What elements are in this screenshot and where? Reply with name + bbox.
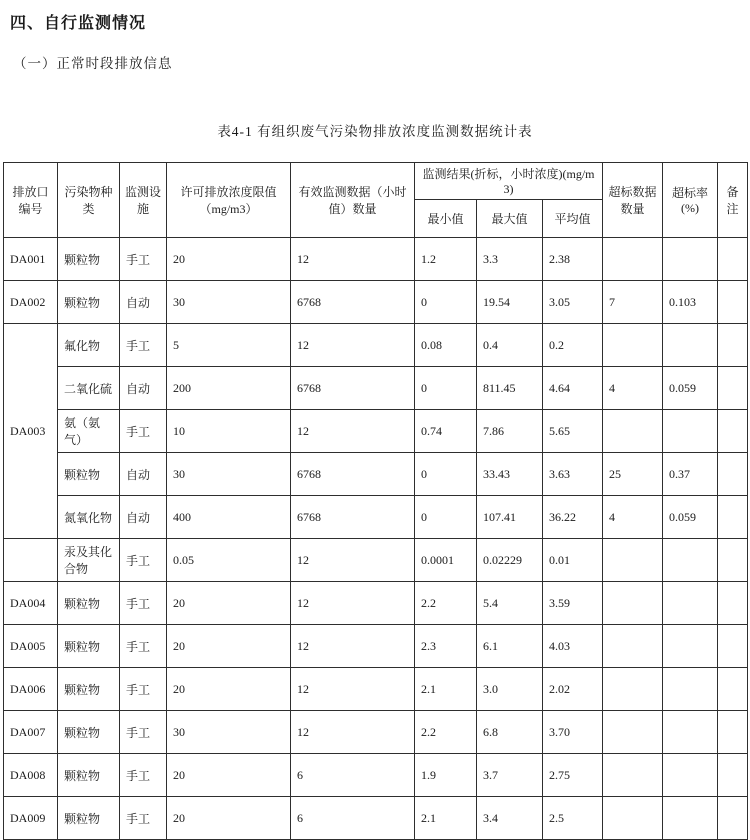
monitoring-data-table bbox=[3, 162, 748, 840]
table-cell: 12 bbox=[291, 668, 415, 711]
table-cell: 3.4 bbox=[477, 797, 543, 840]
table-cell: 36.22 bbox=[543, 496, 603, 539]
table-cell: 0.01 bbox=[543, 539, 603, 582]
table-cell: 颗粒物 bbox=[58, 453, 120, 496]
table-cell bbox=[663, 238, 718, 281]
table-cell: DA006 bbox=[4, 668, 58, 711]
table-cell: 6768 bbox=[291, 496, 415, 539]
table-row bbox=[4, 367, 748, 410]
table-cell: 手工 bbox=[120, 324, 167, 367]
table-cell: 4.64 bbox=[543, 367, 603, 410]
table-cell: 12 bbox=[291, 539, 415, 582]
table-cell bbox=[603, 324, 663, 367]
table-cell: 6 bbox=[291, 797, 415, 840]
table-cell: 手工 bbox=[120, 238, 167, 281]
table-cell: 33.43 bbox=[477, 453, 543, 496]
table-cell: 4 bbox=[603, 367, 663, 410]
table-cell: 1.9 bbox=[415, 754, 477, 797]
table-cell bbox=[603, 539, 663, 582]
table-cell: 25 bbox=[603, 453, 663, 496]
table-cell: 7 bbox=[603, 281, 663, 324]
table-row bbox=[4, 453, 748, 496]
table-cell: 颗粒物 bbox=[58, 797, 120, 840]
table-cell: DA004 bbox=[4, 582, 58, 625]
table-cell: 颗粒物 bbox=[58, 582, 120, 625]
table-cell: 手工 bbox=[120, 625, 167, 668]
col-header-valid-data-count: 有效监测数据（小时值）数量 bbox=[291, 163, 415, 238]
table-cell bbox=[603, 238, 663, 281]
col-header-max: 最大值 bbox=[477, 200, 543, 238]
table-cell: DA002 bbox=[4, 281, 58, 324]
col-header-exceed-count: 超标数据数量 bbox=[603, 163, 663, 238]
table-cell: 颗粒物 bbox=[58, 625, 120, 668]
table-header bbox=[4, 163, 748, 238]
table-cell: 颗粒物 bbox=[58, 281, 120, 324]
table-cell bbox=[663, 711, 718, 754]
table-cell: 2.38 bbox=[543, 238, 603, 281]
table-cell: 汞及其化合物 bbox=[58, 539, 120, 582]
table-cell bbox=[4, 539, 58, 582]
table-row bbox=[4, 754, 748, 797]
col-header-min: 最小值 bbox=[415, 200, 477, 238]
table-cell bbox=[603, 625, 663, 668]
table-cell: 氨（氨气） bbox=[58, 410, 120, 453]
table-cell: 0.103 bbox=[663, 281, 718, 324]
table-cell bbox=[663, 625, 718, 668]
table-cell: 2.1 bbox=[415, 668, 477, 711]
table-cell: 2.5 bbox=[543, 797, 603, 840]
table-cell: 20 bbox=[167, 668, 291, 711]
table-cell bbox=[603, 711, 663, 754]
table-cell: 20 bbox=[167, 625, 291, 668]
col-header-result-group: 监测结果(折标，小时浓度)(mg/m3) bbox=[415, 163, 603, 200]
table-cell: 30 bbox=[167, 281, 291, 324]
table-cell: 手工 bbox=[120, 797, 167, 840]
table-cell bbox=[663, 754, 718, 797]
table-cell: 2.2 bbox=[415, 711, 477, 754]
table-cell: 0.059 bbox=[663, 367, 718, 410]
table-cell bbox=[718, 281, 748, 324]
table-cell: 20 bbox=[167, 238, 291, 281]
table-title: 表4-1 有组织废气污染物排放浓度监测数据统计表 bbox=[217, 124, 533, 139]
table-cell: 6768 bbox=[291, 453, 415, 496]
table-cell: 颗粒物 bbox=[58, 754, 120, 797]
table-cell: 0.37 bbox=[663, 453, 718, 496]
table-cell bbox=[603, 754, 663, 797]
table-cell: 0.2 bbox=[543, 324, 603, 367]
section-heading: 四、自行监测情况 bbox=[10, 15, 147, 32]
col-header-monitor-facility: 监测设施 bbox=[120, 163, 167, 238]
table-cell: 3.63 bbox=[543, 453, 603, 496]
col-header-outlet-id: 排放口编号 bbox=[4, 163, 58, 238]
table-cell: 5.65 bbox=[543, 410, 603, 453]
table-cell: 手工 bbox=[120, 711, 167, 754]
table-cell bbox=[718, 367, 748, 410]
table-cell: 3.7 bbox=[477, 754, 543, 797]
table-cell: 自动 bbox=[120, 367, 167, 410]
table-cell bbox=[718, 797, 748, 840]
table-cell: 2.1 bbox=[415, 797, 477, 840]
table-cell bbox=[663, 324, 718, 367]
table-cell: 6.8 bbox=[477, 711, 543, 754]
table-cell: 12 bbox=[291, 238, 415, 281]
table-cell: 3.70 bbox=[543, 711, 603, 754]
table-cell: 10 bbox=[167, 410, 291, 453]
table-cell: 6 bbox=[291, 754, 415, 797]
table-cell: 20 bbox=[167, 582, 291, 625]
col-header-remark: 备注 bbox=[718, 163, 748, 238]
table-cell: DA005 bbox=[4, 625, 58, 668]
table-cell: 4 bbox=[603, 496, 663, 539]
table-cell: 自动 bbox=[120, 496, 167, 539]
table-row bbox=[4, 410, 748, 453]
table-cell: 0.4 bbox=[477, 324, 543, 367]
table-cell: 自动 bbox=[120, 281, 167, 324]
table-cell: 2.02 bbox=[543, 668, 603, 711]
table-cell: 0.059 bbox=[663, 496, 718, 539]
table-cell: 2.2 bbox=[415, 582, 477, 625]
table-cell: 自动 bbox=[120, 453, 167, 496]
table-cell bbox=[663, 797, 718, 840]
table-cell: 30 bbox=[167, 711, 291, 754]
table-cell bbox=[718, 711, 748, 754]
table-cell: 20 bbox=[167, 754, 291, 797]
table-row bbox=[4, 797, 748, 840]
table-row bbox=[4, 281, 748, 324]
table-cell: 12 bbox=[291, 324, 415, 367]
table-cell bbox=[718, 539, 748, 582]
table-cell: 氮氧化物 bbox=[58, 496, 120, 539]
table-cell: 0 bbox=[415, 453, 477, 496]
table-cell: 2.3 bbox=[415, 625, 477, 668]
table-row bbox=[4, 496, 748, 539]
table-cell: 20 bbox=[167, 797, 291, 840]
table-cell: 二氧化硫 bbox=[58, 367, 120, 410]
table-cell: 颗粒物 bbox=[58, 711, 120, 754]
table-cell: 5 bbox=[167, 324, 291, 367]
subsection-heading: （一）正常时段排放信息 bbox=[13, 56, 173, 71]
table-cell bbox=[603, 410, 663, 453]
table-cell: 7.86 bbox=[477, 410, 543, 453]
table-cell bbox=[603, 668, 663, 711]
col-header-exceed-rate: 超标率(%) bbox=[663, 163, 718, 238]
table-row bbox=[4, 625, 748, 668]
table-row bbox=[4, 324, 748, 367]
table-cell: 颗粒物 bbox=[58, 668, 120, 711]
table-cell bbox=[718, 496, 748, 539]
table-cell: 3.59 bbox=[543, 582, 603, 625]
table-cell: DA008 bbox=[4, 754, 58, 797]
table-cell: 30 bbox=[167, 453, 291, 496]
table-cell: 手工 bbox=[120, 539, 167, 582]
table-cell: 811.45 bbox=[477, 367, 543, 410]
table-cell: 手工 bbox=[120, 582, 167, 625]
table-cell bbox=[718, 582, 748, 625]
table-body bbox=[4, 238, 748, 840]
table-cell: 3.05 bbox=[543, 281, 603, 324]
table-cell: 5.4 bbox=[477, 582, 543, 625]
table-cell: 2.75 bbox=[543, 754, 603, 797]
table-cell: 1.2 bbox=[415, 238, 477, 281]
table-cell: 0.0001 bbox=[415, 539, 477, 582]
table-cell: 6768 bbox=[291, 367, 415, 410]
table-cell bbox=[718, 453, 748, 496]
table-cell: 0.74 bbox=[415, 410, 477, 453]
table-cell bbox=[663, 410, 718, 453]
table-cell: 19.54 bbox=[477, 281, 543, 324]
table-cell bbox=[718, 668, 748, 711]
table-cell: DA009 bbox=[4, 797, 58, 840]
table-cell bbox=[603, 797, 663, 840]
table-cell: 氟化物 bbox=[58, 324, 120, 367]
table-cell bbox=[718, 625, 748, 668]
table-row bbox=[4, 238, 748, 281]
table-cell: DA003 bbox=[4, 324, 58, 539]
table-cell: 0 bbox=[415, 496, 477, 539]
table-cell: 6768 bbox=[291, 281, 415, 324]
table-cell: 手工 bbox=[120, 410, 167, 453]
table-cell bbox=[663, 539, 718, 582]
table-row bbox=[4, 711, 748, 754]
table-cell: 手工 bbox=[120, 668, 167, 711]
table-cell: 手工 bbox=[120, 754, 167, 797]
table-cell: DA007 bbox=[4, 711, 58, 754]
table-cell: 12 bbox=[291, 625, 415, 668]
table-cell bbox=[663, 668, 718, 711]
table-row bbox=[4, 539, 748, 582]
table-cell: 12 bbox=[291, 410, 415, 453]
col-header-pollutant-type: 污染物种类 bbox=[58, 163, 120, 238]
table-cell bbox=[603, 582, 663, 625]
table-cell: 12 bbox=[291, 582, 415, 625]
col-header-permitted-limit: 许可排放浓度限值（mg/m3） bbox=[167, 163, 291, 238]
table-cell: 0 bbox=[415, 367, 477, 410]
table-cell: 107.41 bbox=[477, 496, 543, 539]
table-cell: 12 bbox=[291, 711, 415, 754]
table-cell bbox=[718, 410, 748, 453]
table-cell: 3.3 bbox=[477, 238, 543, 281]
table-cell: 3.0 bbox=[477, 668, 543, 711]
table-cell: 0.08 bbox=[415, 324, 477, 367]
table-cell: 200 bbox=[167, 367, 291, 410]
table-cell: 4.03 bbox=[543, 625, 603, 668]
table-cell bbox=[663, 582, 718, 625]
table-cell bbox=[718, 324, 748, 367]
table-cell: 400 bbox=[167, 496, 291, 539]
table-cell: 0.05 bbox=[167, 539, 291, 582]
table-cell: 颗粒物 bbox=[58, 238, 120, 281]
table-row bbox=[4, 668, 748, 711]
table-cell: DA001 bbox=[4, 238, 58, 281]
table-cell: 0 bbox=[415, 281, 477, 324]
table-row bbox=[4, 582, 748, 625]
table-cell: 6.1 bbox=[477, 625, 543, 668]
col-header-avg: 平均值 bbox=[543, 200, 603, 238]
table-cell bbox=[718, 754, 748, 797]
table-cell: 0.02229 bbox=[477, 539, 543, 582]
table-cell bbox=[718, 238, 748, 281]
